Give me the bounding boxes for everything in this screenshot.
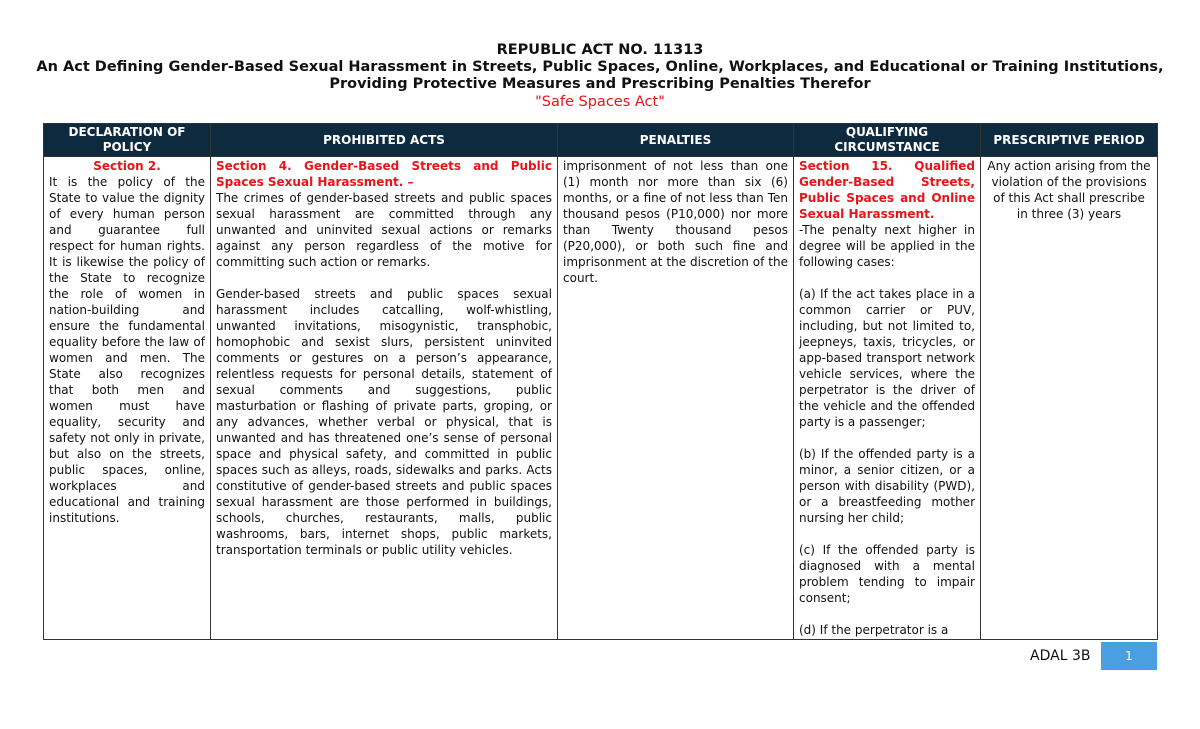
- qualifying-item-c: (c) If the offended party is diagnosed with a mental problem tending to impair consent;: [799, 543, 975, 605]
- qualifying-heading: Section 15. Qualified Gender-Based Streets, Public Spaces and Online Sexual Harassment.: [799, 159, 975, 221]
- footer-label: ADAL 3B: [1030, 648, 1091, 664]
- summary-table: [43, 123, 1158, 640]
- prohibited-cell: [211, 157, 558, 640]
- penalties-cell: [558, 157, 794, 640]
- document-header: [0, 42, 1200, 111]
- declaration-heading: Section 2.: [93, 159, 161, 173]
- table-row: [44, 157, 1158, 640]
- column-header-qualifying: QUALIFYING CIRCUMSTANCE: [794, 124, 981, 157]
- qualifying-item-d: (d) If the perpetrator is a: [799, 623, 949, 637]
- qualifying-cell: [794, 157, 981, 640]
- table-header-row: [44, 124, 1158, 157]
- act-subtitle-line2: Providing Protective Measures and Prescribing Penalties Therefor: [329, 76, 871, 92]
- prescriptive-text: Any action arising from the violation of the provisions of this Act shall prescribe in three (3) years: [987, 159, 1151, 221]
- act-short-title: "Safe Spaces Act": [535, 94, 665, 110]
- qualifying-item-a: (a) If the act takes place in a common carrier or PUV, including, but not limited to, jeepneys, taxis, tricycles, or app-based transport network vehicle services, where the perpetrator is the driver of the vehicle and the offended party is a passenger;: [799, 287, 975, 429]
- prohibited-heading: Section 4. Gender-Based Streets and Public Spaces Sexual Harassment. –: [216, 159, 552, 189]
- column-header-penalties: PENALTIES: [558, 124, 794, 157]
- act-subtitle-line1: An Act Defining Gender-Based Sexual Harassment in Streets, Public Spaces, Online, Workplaces, and Educational or Training Institutions,: [36, 59, 1164, 75]
- declaration-cell: [44, 157, 211, 640]
- column-header-declaration: DECLARATION OF POLICY: [44, 124, 211, 157]
- qualifying-item-b: (b) If the offended party is a minor, a senior citizen, or a person with disability (PWD), or a breastfeeding mother nursing her child;: [799, 447, 975, 525]
- prohibited-paragraph-1: The crimes of gender-based streets and public spaces sexual harassment are committed through any unwanted and uninvited sexual actions or remarks against any person regardless of the motive for committing such action or remarks.: [216, 191, 552, 269]
- prohibited-paragraph-2: Gender-based streets and public spaces sexual harassment includes catcalling, wolf-whistling, unwanted invitations, misogynistic, transphobic, homophobic and sexist slurs, persistent uninvited comments or gestures on a person’s appearance, relentless requests for personal details, statement of sexual comments and suggestions, public masturbation or flashing of private parts, groping, or any advances, whether verbal or physical, that is unwanted and has threatened one’s sense of personal space and physical safety, and committed in public spaces such as alleys, roads, sidewalks and parks. Acts constitutive of gender-based streets and public spaces sexual harassment are those performed in buildings, schools, churches, restaurants, malls, public washrooms, bars, internet shops, public markets, transportation terminals or public utility vehicles.: [216, 287, 552, 557]
- page-number-badge: 1: [1101, 642, 1157, 670]
- declaration-text: It is the policy of the State to value the dignity of every human person and guarantee full respect for human rights. It is likewise the policy of the State to recognize the role of women in nation-building and ensure the fundamental equality before the law of women and men. The State also recognizes that both men and women must have equality, security and safety not only in private, but also on the streets, public spaces, online, workplaces and educational and training institutions.: [49, 175, 205, 525]
- prescriptive-cell: [981, 157, 1158, 640]
- penalties-text: imprisonment of not less than one (1) month nor more than six (6) months, or a fine of not less than Ten thousand pesos (P10,000) nor more than Twenty thousand pesos (P20,000), or both such fine and imprisonment at the discretion of the court.: [563, 159, 788, 285]
- column-header-prescriptive: PRESCRIPTIVE PERIOD: [981, 124, 1158, 157]
- qualifying-intro: -The penalty next higher in degree will be applied in the following cases:: [799, 223, 975, 269]
- column-header-prohibited: PROHIBITED ACTS: [211, 124, 558, 157]
- act-title: REPUBLIC ACT NO. 11313: [496, 42, 704, 58]
